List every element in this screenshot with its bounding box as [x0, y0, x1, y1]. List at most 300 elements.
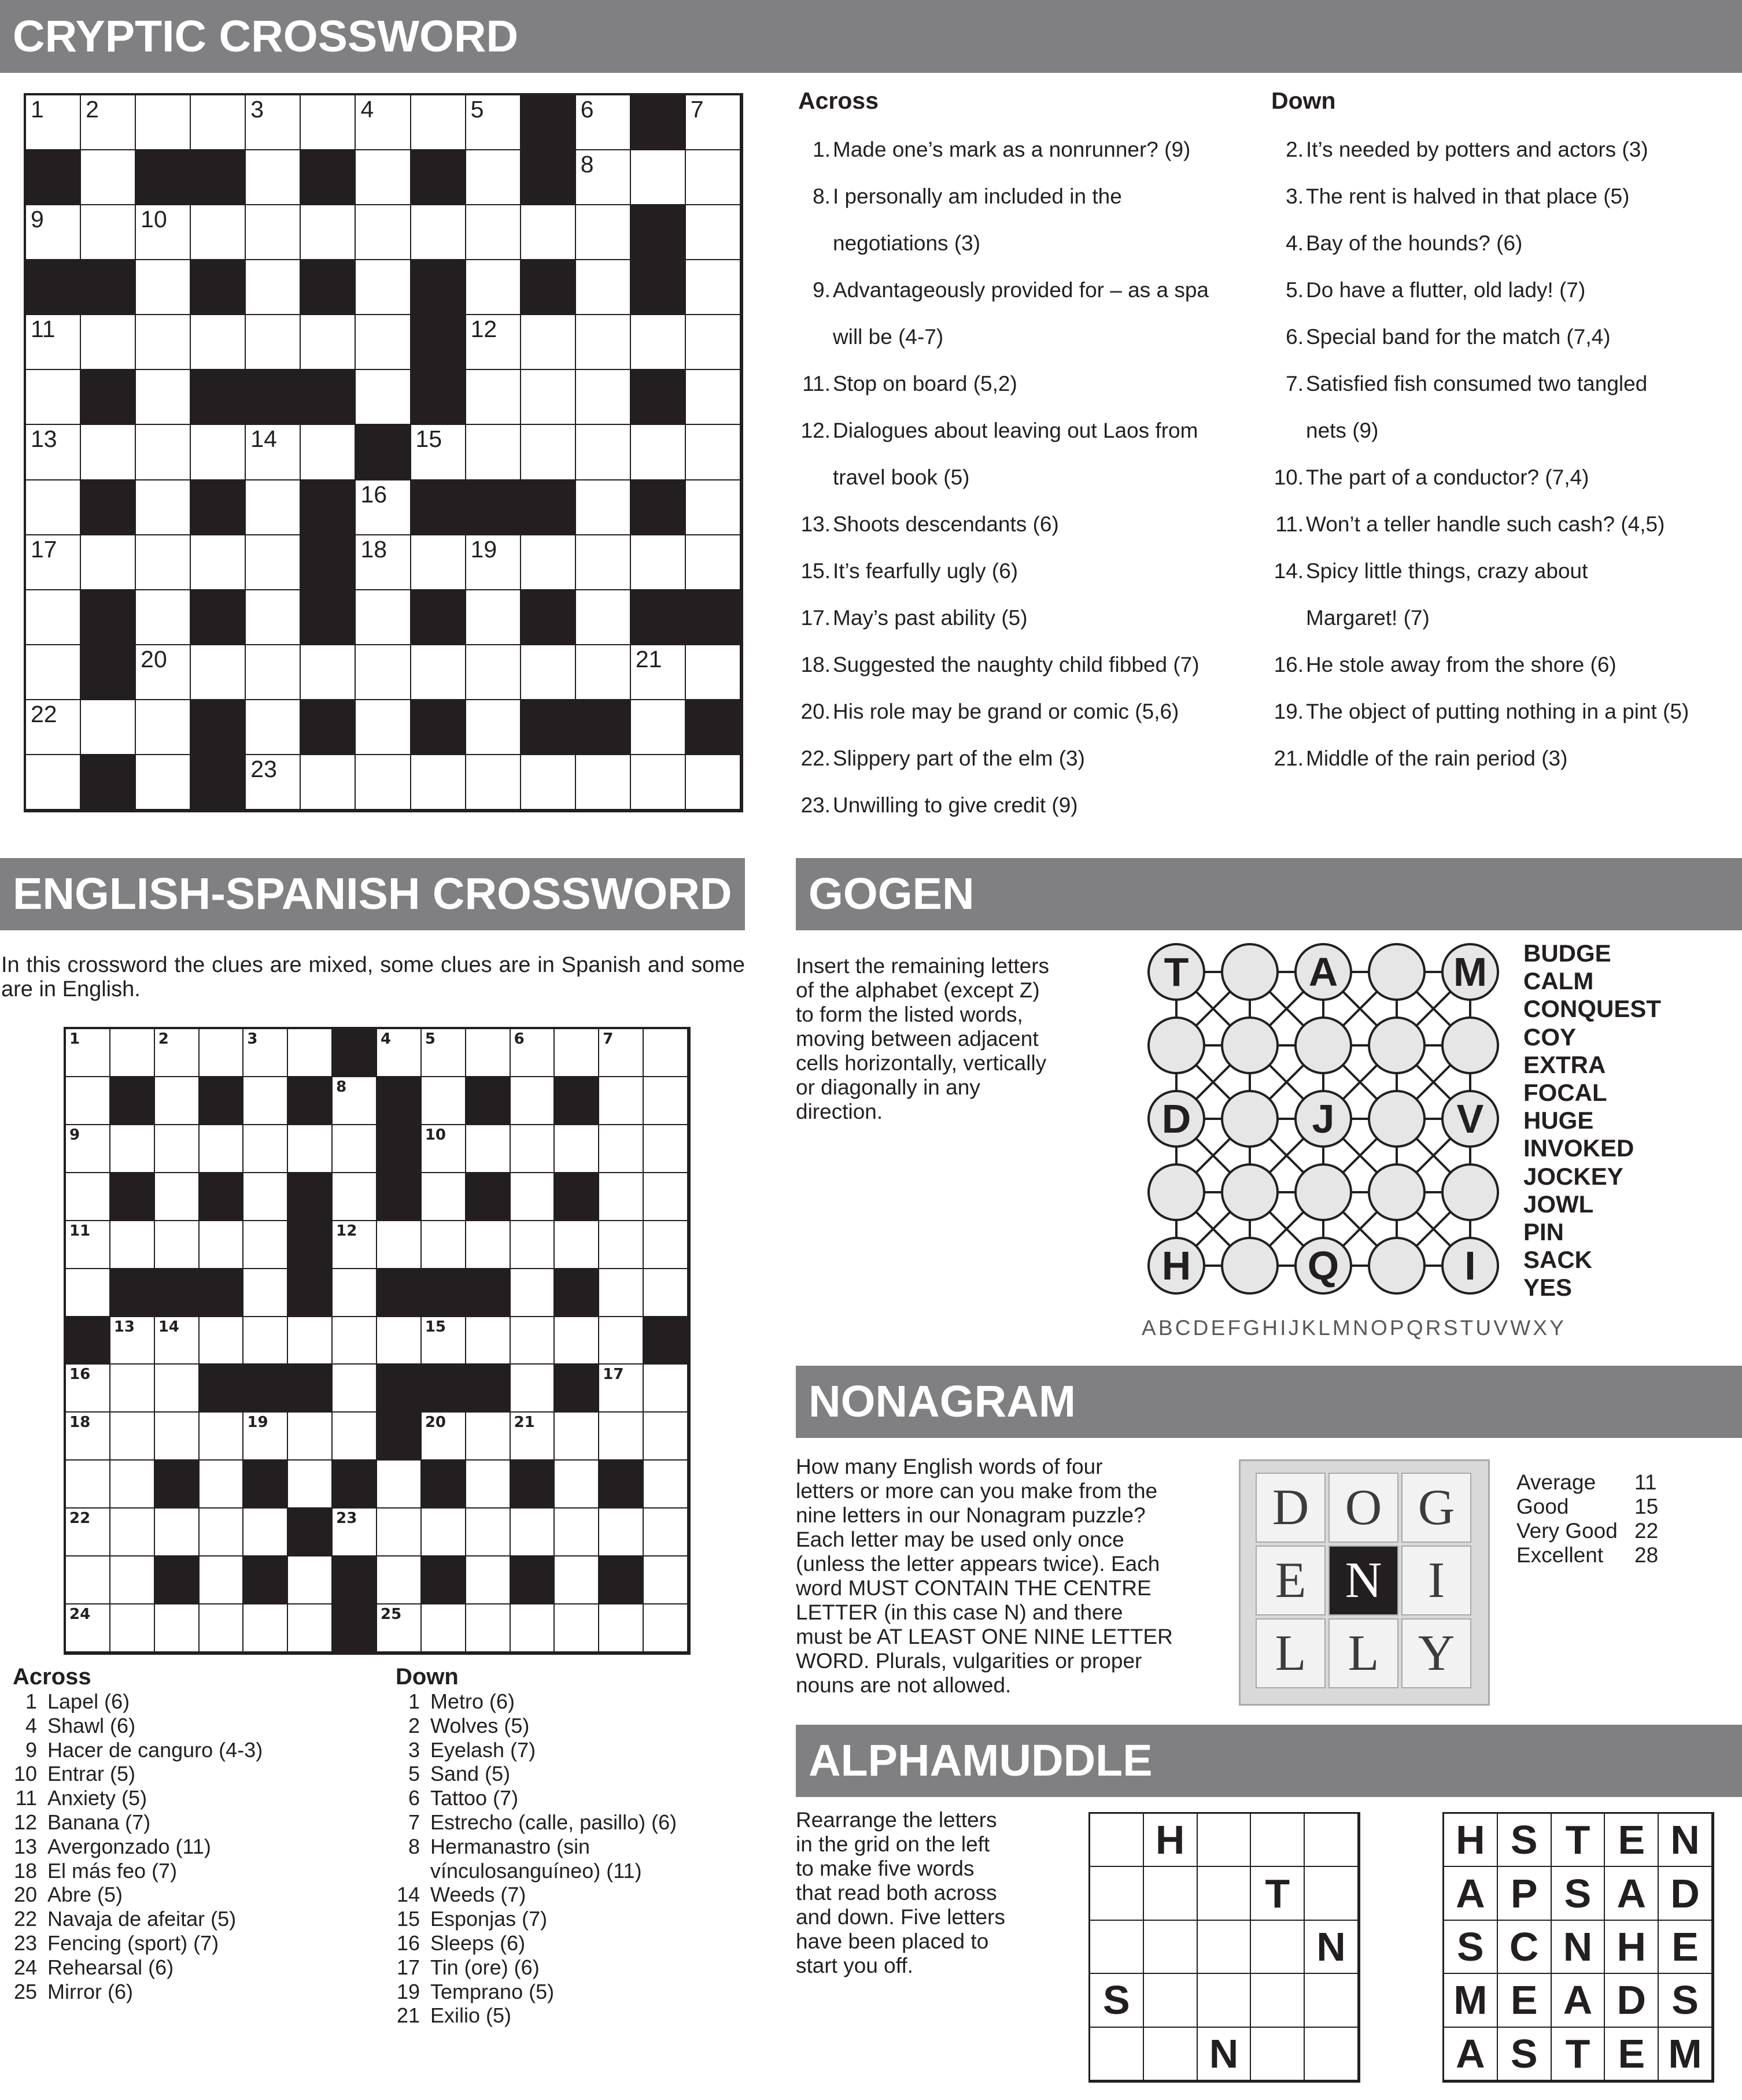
grid-cell[interactable] — [465, 314, 521, 370]
grid-cell[interactable] — [65, 1028, 110, 1077]
grid-cell[interactable] — [65, 1220, 110, 1269]
grid-cell[interactable] — [109, 1555, 155, 1604]
grid-cell[interactable] — [465, 1555, 511, 1604]
grid-cell[interactable] — [135, 204, 191, 260]
grid-cell[interactable] — [65, 1507, 110, 1556]
grid-cell[interactable] — [465, 149, 521, 205]
grid-cell[interactable] — [520, 204, 576, 260]
grid-cell[interactable] — [198, 1316, 244, 1365]
grid-cell[interactable] — [355, 644, 411, 700]
alphamuddle-cell[interactable] — [1089, 1866, 1144, 1920]
grid-cell[interactable] — [242, 1220, 288, 1269]
gogen-cell[interactable] — [1294, 1163, 1352, 1221]
alphamuddle-cell[interactable]: N — [1197, 2027, 1252, 2081]
gogen-cell[interactable]: D — [1147, 1090, 1205, 1148]
gogen-cell[interactable] — [1294, 1016, 1352, 1074]
grid-cell[interactable] — [135, 259, 191, 315]
grid-cell[interactable] — [245, 259, 301, 315]
grid-cell[interactable] — [198, 1507, 244, 1556]
grid-cell[interactable] — [25, 589, 81, 645]
grid-cell[interactable] — [355, 369, 411, 425]
grid-cell[interactable] — [190, 534, 246, 590]
grid-cell[interactable] — [510, 1411, 555, 1461]
grid-cell[interactable] — [245, 699, 301, 755]
grid-cell[interactable] — [245, 644, 301, 700]
grid-cell[interactable] — [643, 1172, 688, 1221]
grid-cell[interactable] — [598, 1603, 644, 1652]
grid-cell[interactable] — [465, 644, 521, 700]
grid-cell[interactable] — [135, 314, 191, 370]
grid-cell[interactable] — [109, 1507, 155, 1556]
grid-cell[interactable] — [685, 534, 741, 590]
grid-cell[interactable] — [198, 1124, 244, 1173]
grid-cell[interactable] — [553, 1603, 599, 1652]
grid-cell[interactable] — [420, 1316, 466, 1365]
grid-cell[interactable] — [242, 1411, 288, 1461]
grid-cell[interactable] — [25, 314, 81, 370]
alphamuddle-cell[interactable] — [1197, 1920, 1252, 1974]
grid-cell[interactable] — [575, 479, 631, 535]
gogen-cell[interactable] — [1368, 1163, 1426, 1221]
grid-cell[interactable] — [287, 1124, 333, 1173]
grid-cell[interactable] — [245, 204, 301, 260]
grid-cell[interactable] — [465, 259, 521, 315]
grid-cell[interactable] — [465, 94, 521, 150]
grid-cell[interactable] — [643, 1124, 688, 1173]
gogen-cell[interactable] — [1221, 1163, 1279, 1221]
grid-cell[interactable] — [410, 754, 466, 810]
grid-cell[interactable] — [575, 94, 631, 150]
grid-cell[interactable] — [109, 1028, 155, 1077]
grid-cell[interactable] — [245, 534, 301, 590]
grid-cell[interactable] — [331, 1363, 377, 1413]
grid-cell[interactable] — [510, 1028, 555, 1077]
grid-cell[interactable] — [465, 1603, 511, 1652]
grid-cell[interactable] — [154, 1507, 200, 1556]
grid-cell[interactable] — [109, 1220, 155, 1269]
grid-cell[interactable] — [575, 534, 631, 590]
grid-cell[interactable] — [465, 369, 521, 425]
grid-cell[interactable] — [135, 699, 191, 755]
grid-cell[interactable] — [25, 204, 81, 260]
grid-cell[interactable] — [510, 1363, 555, 1413]
grid-cell[interactable] — [643, 1507, 688, 1556]
grid-cell[interactable] — [376, 1459, 422, 1509]
grid-cell[interactable] — [598, 1076, 644, 1125]
grid-cell[interactable] — [598, 1124, 644, 1173]
grid-cell[interactable] — [109, 1459, 155, 1509]
alphamuddle-cell[interactable] — [1304, 1866, 1359, 1920]
grid-cell[interactable] — [65, 1555, 110, 1604]
grid-cell[interactable] — [355, 314, 411, 370]
grid-cell[interactable] — [410, 534, 466, 590]
grid-cell[interactable] — [154, 1076, 200, 1125]
grid-cell[interactable] — [510, 1076, 555, 1125]
grid-cell[interactable] — [520, 369, 576, 425]
alphamuddle-cell[interactable] — [1304, 1973, 1359, 2027]
grid-cell[interactable] — [598, 1507, 644, 1556]
grid-cell[interactable] — [242, 1603, 288, 1652]
alphamuddle-cell[interactable] — [1197, 1866, 1252, 1920]
grid-cell[interactable] — [553, 1220, 599, 1269]
grid-cell[interactable] — [198, 1603, 244, 1652]
grid-cell[interactable] — [376, 1603, 422, 1652]
grid-cell[interactable] — [65, 1268, 110, 1317]
grid-cell[interactable] — [520, 754, 576, 810]
grid-cell[interactable] — [575, 754, 631, 810]
grid-cell[interactable] — [465, 1411, 511, 1461]
grid-cell[interactable] — [643, 1076, 688, 1125]
grid-cell[interactable] — [685, 754, 741, 810]
grid-cell[interactable] — [553, 1411, 599, 1461]
grid-cell[interactable] — [685, 259, 741, 315]
grid-cell[interactable] — [420, 1028, 466, 1077]
grid-cell[interactable] — [510, 1220, 555, 1269]
grid-cell[interactable] — [355, 204, 411, 260]
grid-cell[interactable] — [465, 699, 521, 755]
grid-cell[interactable] — [198, 1028, 244, 1077]
grid-cell[interactable] — [80, 204, 136, 260]
grid-cell[interactable] — [465, 589, 521, 645]
grid-cell[interactable] — [575, 259, 631, 315]
grid-cell[interactable] — [287, 1411, 333, 1461]
grid-cell[interactable] — [135, 94, 191, 150]
grid-cell[interactable] — [598, 1316, 644, 1365]
grid-cell[interactable] — [80, 94, 136, 150]
grid-cell[interactable] — [300, 204, 356, 260]
grid-cell[interactable] — [575, 149, 631, 205]
alphamuddle-cell[interactable] — [1304, 1813, 1359, 1867]
grid-cell[interactable] — [331, 1316, 377, 1365]
grid-cell[interactable] — [287, 1555, 333, 1604]
grid-cell[interactable] — [154, 1603, 200, 1652]
grid-cell[interactable] — [520, 644, 576, 700]
grid-cell[interactable] — [242, 1076, 288, 1125]
gogen-cell[interactable] — [1221, 1016, 1279, 1074]
grid-cell[interactable] — [553, 1555, 599, 1604]
grid-cell[interactable] — [135, 754, 191, 810]
grid-cell[interactable] — [242, 1172, 288, 1221]
grid-cell[interactable] — [109, 1124, 155, 1173]
grid-cell[interactable] — [355, 479, 411, 535]
grid-cell[interactable] — [135, 534, 191, 590]
gogen-cell[interactable] — [1221, 1090, 1279, 1148]
grid-cell[interactable] — [643, 1028, 688, 1077]
grid-cell[interactable] — [65, 1459, 110, 1509]
grid-cell[interactable] — [465, 534, 521, 590]
grid-cell[interactable] — [598, 1411, 644, 1461]
grid-cell[interactable] — [300, 314, 356, 370]
grid-cell[interactable] — [376, 1507, 422, 1556]
grid-cell[interactable] — [287, 1028, 333, 1077]
grid-cell[interactable] — [630, 314, 686, 370]
grid-cell[interactable] — [135, 369, 191, 425]
grid-cell[interactable] — [135, 589, 191, 645]
grid-cell[interactable] — [331, 1076, 377, 1125]
grid-cell[interactable] — [245, 314, 301, 370]
grid-cell[interactable] — [198, 1555, 244, 1604]
gogen-cell[interactable] — [1368, 1016, 1426, 1074]
grid-cell[interactable] — [553, 1507, 599, 1556]
grid-cell[interactable] — [355, 699, 411, 755]
grid-cell[interactable] — [245, 149, 301, 205]
grid-cell[interactable] — [553, 1028, 599, 1077]
grid-cell[interactable] — [154, 1220, 200, 1269]
grid-cell[interactable] — [685, 424, 741, 480]
grid-cell[interactable] — [410, 424, 466, 480]
gogen-cell[interactable] — [1368, 1090, 1426, 1148]
alphamuddle-cell[interactable] — [1089, 1813, 1144, 1867]
grid-cell[interactable] — [465, 1124, 511, 1173]
gogen-cell[interactable]: Q — [1294, 1237, 1352, 1295]
grid-cell[interactable] — [331, 1507, 377, 1556]
grid-cell[interactable] — [575, 644, 631, 700]
grid-cell[interactable] — [510, 1507, 555, 1556]
alphamuddle-cell[interactable]: N — [1304, 1920, 1359, 1974]
grid-cell[interactable] — [553, 1459, 599, 1509]
grid-cell[interactable] — [355, 259, 411, 315]
grid-cell[interactable] — [685, 94, 741, 150]
grid-cell[interactable] — [376, 1316, 422, 1365]
grid-cell[interactable] — [245, 424, 301, 480]
grid-cell[interactable] — [190, 644, 246, 700]
grid-cell[interactable] — [154, 1172, 200, 1221]
gogen-cell[interactable]: T — [1147, 943, 1205, 1001]
alphamuddle-cell[interactable] — [1143, 1973, 1198, 2027]
grid-cell[interactable] — [575, 369, 631, 425]
grid-cell[interactable] — [300, 94, 356, 150]
grid-cell[interactable] — [25, 754, 81, 810]
alphamuddle-cell[interactable]: T — [1250, 1866, 1305, 1920]
alphamuddle-cell[interactable] — [1089, 1920, 1144, 1974]
grid-cell[interactable] — [630, 699, 686, 755]
grid-cell[interactable] — [410, 204, 466, 260]
grid-cell[interactable] — [80, 424, 136, 480]
grid-cell[interactable] — [465, 1316, 511, 1365]
gogen-cell[interactable]: J — [1294, 1090, 1352, 1148]
grid-cell[interactable] — [630, 534, 686, 590]
grid-cell[interactable] — [685, 479, 741, 535]
grid-cell[interactable] — [109, 1411, 155, 1461]
alphamuddle-cell[interactable] — [1304, 2027, 1359, 2081]
grid-cell[interactable] — [598, 1268, 644, 1317]
grid-cell[interactable] — [465, 1459, 511, 1509]
grid-cell[interactable] — [630, 644, 686, 700]
alphamuddle-cell[interactable]: S — [1089, 1973, 1144, 2027]
gogen-cell[interactable]: V — [1441, 1090, 1499, 1148]
grid-cell[interactable] — [643, 1603, 688, 1652]
grid-cell[interactable] — [80, 699, 136, 755]
alphamuddle-cell[interactable] — [1143, 1920, 1198, 1974]
grid-cell[interactable] — [65, 1363, 110, 1413]
gogen-cell[interactable] — [1221, 1237, 1279, 1295]
grid-cell[interactable] — [109, 1363, 155, 1413]
grid-cell[interactable] — [190, 314, 246, 370]
grid-cell[interactable] — [510, 1124, 555, 1173]
grid-cell[interactable] — [190, 424, 246, 480]
grid-cell[interactable] — [376, 1220, 422, 1269]
grid-cell[interactable] — [65, 1076, 110, 1125]
grid-cell[interactable] — [154, 1411, 200, 1461]
grid-cell[interactable] — [355, 534, 411, 590]
gogen-cell[interactable] — [1221, 943, 1279, 1001]
grid-cell[interactable] — [553, 1316, 599, 1365]
grid-cell[interactable] — [465, 1220, 511, 1269]
grid-cell[interactable] — [355, 94, 411, 150]
grid-cell[interactable] — [685, 369, 741, 425]
alphamuddle-cell[interactable] — [1143, 2027, 1198, 2081]
grid-cell[interactable] — [25, 424, 81, 480]
grid-cell[interactable] — [245, 589, 301, 645]
grid-cell[interactable] — [420, 1172, 466, 1221]
alphamuddle-cell[interactable] — [1250, 1813, 1305, 1867]
grid-cell[interactable] — [420, 1507, 466, 1556]
grid-cell[interactable] — [25, 369, 81, 425]
grid-cell[interactable] — [287, 1316, 333, 1365]
grid-cell[interactable] — [376, 1028, 422, 1077]
grid-cell[interactable] — [643, 1555, 688, 1604]
grid-cell[interactable] — [685, 149, 741, 205]
grid-cell[interactable] — [410, 644, 466, 700]
grid-cell[interactable] — [598, 1363, 644, 1413]
grid-cell[interactable] — [154, 1028, 200, 1077]
grid-cell[interactable] — [510, 1316, 555, 1365]
grid-cell[interactable] — [331, 1124, 377, 1173]
alphamuddle-cell[interactable] — [1197, 1813, 1252, 1867]
grid-cell[interactable] — [410, 94, 466, 150]
grid-cell[interactable] — [465, 424, 521, 480]
grid-cell[interactable] — [300, 644, 356, 700]
grid-cell[interactable] — [420, 1603, 466, 1652]
alphamuddle-cell[interactable] — [1250, 1920, 1305, 1974]
alphamuddle-cell[interactable] — [1089, 2027, 1144, 2081]
grid-cell[interactable] — [154, 1316, 200, 1365]
grid-cell[interactable] — [109, 1603, 155, 1652]
grid-cell[interactable] — [135, 424, 191, 480]
grid-cell[interactable] — [575, 314, 631, 370]
grid-cell[interactable] — [465, 204, 521, 260]
gogen-cell[interactable]: H — [1147, 1237, 1205, 1295]
grid-cell[interactable] — [520, 314, 576, 370]
grid-cell[interactable] — [80, 149, 136, 205]
grid-cell[interactable] — [242, 1268, 288, 1317]
alphamuddle-cell[interactable] — [1197, 1973, 1252, 2027]
grid-cell[interactable] — [355, 589, 411, 645]
gogen-cell[interactable]: I — [1441, 1237, 1499, 1295]
grid-cell[interactable] — [25, 699, 81, 755]
grid-cell[interactable] — [420, 1076, 466, 1125]
grid-cell[interactable] — [510, 1603, 555, 1652]
grid-cell[interactable] — [25, 479, 81, 535]
alphamuddle-cell[interactable] — [1143, 1866, 1198, 1920]
grid-cell[interactable] — [630, 754, 686, 810]
grid-cell[interactable] — [420, 1220, 466, 1269]
gogen-cell[interactable]: M — [1441, 943, 1499, 1001]
grid-cell[interactable] — [685, 314, 741, 370]
grid-cell[interactable] — [598, 1028, 644, 1077]
gogen-cell[interactable] — [1368, 1237, 1426, 1295]
grid-cell[interactable] — [65, 1124, 110, 1173]
grid-cell[interactable] — [465, 1028, 511, 1077]
grid-cell[interactable] — [242, 1124, 288, 1173]
grid-cell[interactable] — [331, 1220, 377, 1269]
grid-cell[interactable] — [643, 1363, 688, 1413]
grid-cell[interactable] — [510, 1172, 555, 1221]
grid-cell[interactable] — [598, 1220, 644, 1269]
grid-cell[interactable] — [25, 94, 81, 150]
alphamuddle-cell[interactable] — [1250, 1973, 1305, 2027]
grid-cell[interactable] — [376, 1555, 422, 1604]
grid-cell[interactable] — [420, 1124, 466, 1173]
grid-cell[interactable] — [630, 424, 686, 480]
grid-cell[interactable] — [135, 479, 191, 535]
grid-cell[interactable] — [331, 1268, 377, 1317]
grid-cell[interactable] — [109, 1316, 155, 1365]
gogen-cell[interactable] — [1441, 1163, 1499, 1221]
grid-cell[interactable] — [65, 1172, 110, 1221]
alphamuddle-cell[interactable]: H — [1143, 1813, 1198, 1867]
grid-cell[interactable] — [198, 1220, 244, 1269]
gogen-cell[interactable] — [1441, 1016, 1499, 1074]
grid-cell[interactable] — [242, 1507, 288, 1556]
gogen-cell[interactable] — [1368, 943, 1426, 1001]
grid-cell[interactable] — [643, 1459, 688, 1509]
grid-cell[interactable] — [65, 1603, 110, 1652]
grid-cell[interactable] — [630, 149, 686, 205]
grid-cell[interactable] — [80, 534, 136, 590]
grid-cell[interactable] — [331, 1172, 377, 1221]
grid-cell[interactable] — [643, 1220, 688, 1269]
grid-cell[interactable] — [154, 1124, 200, 1173]
grid-cell[interactable] — [510, 1268, 555, 1317]
grid-cell[interactable] — [643, 1411, 688, 1461]
grid-cell[interactable] — [553, 1124, 599, 1173]
grid-cell[interactable] — [331, 1411, 377, 1461]
grid-cell[interactable] — [245, 754, 301, 810]
grid-cell[interactable] — [575, 424, 631, 480]
grid-cell[interactable] — [242, 1316, 288, 1365]
grid-cell[interactable] — [245, 479, 301, 535]
grid-cell[interactable] — [300, 754, 356, 810]
alphamuddle-cell[interactable] — [1250, 2027, 1305, 2081]
grid-cell[interactable] — [465, 754, 521, 810]
grid-cell[interactable] — [355, 754, 411, 810]
gogen-cell[interactable] — [1147, 1016, 1205, 1074]
grid-cell[interactable] — [465, 1507, 511, 1556]
grid-cell[interactable] — [575, 589, 631, 645]
grid-cell[interactable] — [685, 204, 741, 260]
grid-cell[interactable] — [154, 1363, 200, 1413]
grid-cell[interactable] — [190, 94, 246, 150]
grid-cell[interactable] — [80, 314, 136, 370]
grid-cell[interactable] — [643, 1268, 688, 1317]
grid-cell[interactable] — [198, 1459, 244, 1509]
grid-cell[interactable] — [65, 1411, 110, 1461]
grid-cell[interactable] — [190, 204, 246, 260]
grid-cell[interactable] — [685, 644, 741, 700]
grid-cell[interactable] — [242, 1028, 288, 1077]
grid-cell[interactable] — [135, 644, 191, 700]
grid-cell[interactable] — [287, 1459, 333, 1509]
grid-cell[interactable] — [520, 424, 576, 480]
gogen-cell[interactable] — [1147, 1163, 1205, 1221]
grid-cell[interactable] — [420, 1411, 466, 1461]
grid-cell[interactable] — [598, 1172, 644, 1221]
grid-cell[interactable] — [287, 1603, 333, 1652]
grid-cell[interactable] — [25, 534, 81, 590]
grid-cell[interactable] — [25, 644, 81, 700]
grid-cell[interactable] — [300, 424, 356, 480]
